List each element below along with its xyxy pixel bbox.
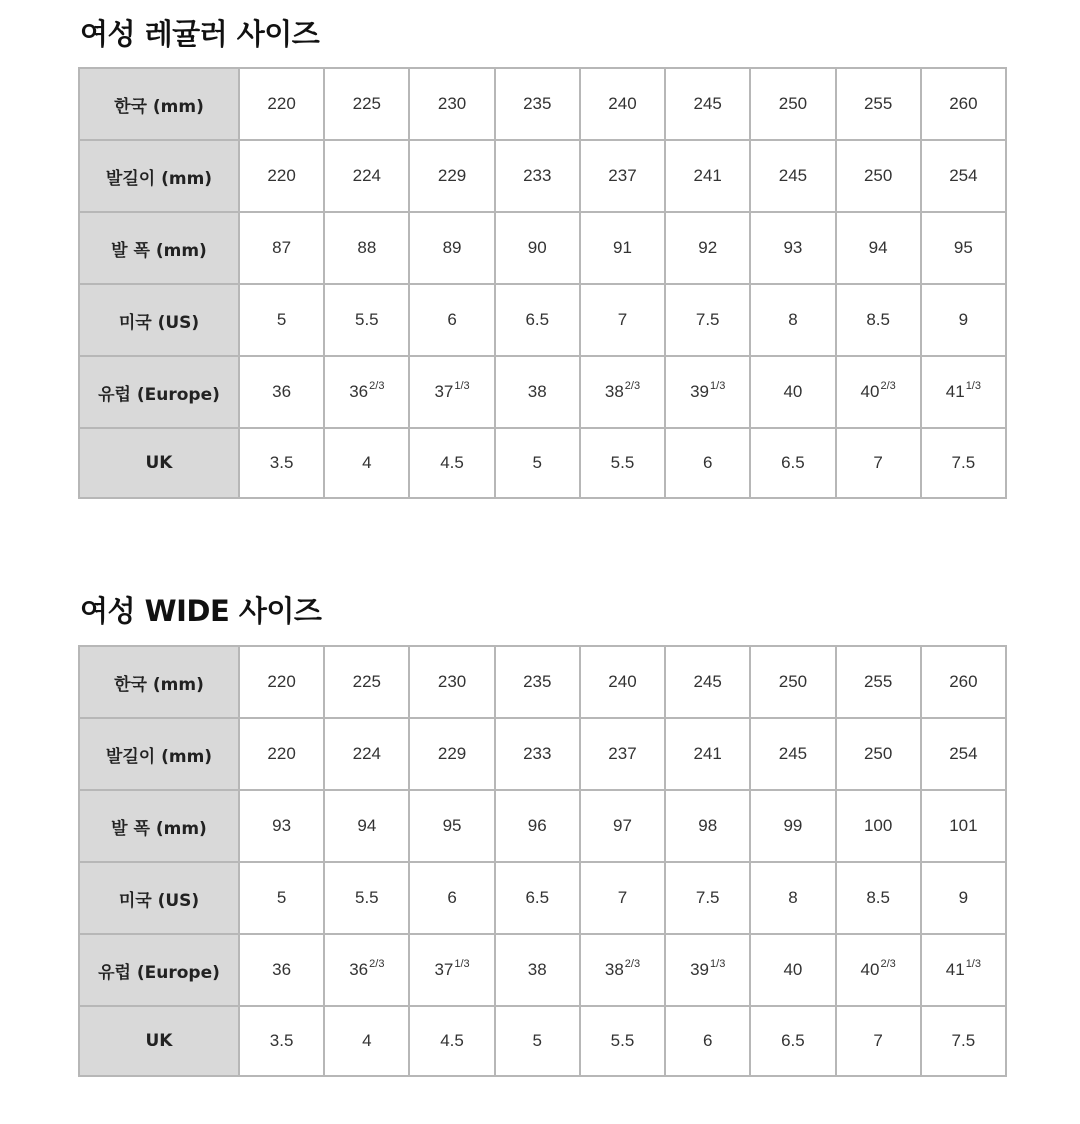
- size-cell: [409, 862, 494, 934]
- size-cell: [409, 646, 494, 718]
- table-row: [79, 284, 1006, 356]
- size-cell: [495, 646, 580, 718]
- size-value: 41: [945, 960, 965, 979]
- table-row: [79, 68, 1006, 140]
- size-value: 225: [352, 94, 382, 113]
- size-value: 240: [608, 672, 637, 691]
- section-title-regular: 여성 레귤러 사이즈: [80, 17, 320, 51]
- size-value: 38: [527, 960, 547, 979]
- table-row: [79, 356, 1006, 428]
- size-table-wide: [78, 645, 1007, 1077]
- size-cell: [324, 790, 409, 862]
- size-cell: [239, 212, 324, 284]
- size-value: 233: [523, 744, 552, 763]
- size-value: 40: [783, 382, 803, 401]
- size-value: 220: [267, 166, 296, 185]
- size-value: 101: [949, 816, 978, 835]
- size-cell: [921, 862, 1006, 934]
- size-value: 40: [860, 960, 880, 979]
- size-cell: [580, 718, 665, 790]
- size-value: 255: [863, 94, 893, 113]
- size-cell: [750, 212, 835, 284]
- size-cell: [836, 1006, 921, 1076]
- size-value: 4.5: [440, 1031, 464, 1050]
- size-value: 7.5: [951, 1031, 976, 1050]
- size-value: 41: [945, 382, 965, 401]
- size-value: 94: [357, 816, 377, 835]
- size-value: 6: [447, 310, 457, 329]
- size-value: 88: [357, 238, 377, 257]
- size-value: 91: [613, 238, 632, 257]
- size-cell: [921, 140, 1006, 212]
- size-cell: [495, 1006, 580, 1076]
- table-row: [79, 862, 1006, 934]
- size-cell: [324, 646, 409, 718]
- size-value: 94: [868, 238, 888, 257]
- size-value: 9: [958, 310, 969, 329]
- size-cell: [580, 790, 665, 862]
- size-cell: [836, 718, 921, 790]
- size-value: 93: [272, 816, 292, 835]
- size-value: 89: [442, 238, 462, 257]
- size-value: 9: [958, 888, 969, 907]
- size-value: 245: [778, 744, 808, 763]
- size-cell: [665, 790, 750, 862]
- size-cell: [665, 934, 750, 1006]
- size-value: 8.5: [866, 888, 890, 907]
- size-fraction: 1/3: [710, 958, 726, 970]
- size-value: 235: [523, 672, 552, 691]
- size-cell: [750, 428, 835, 498]
- size-cell: [409, 1006, 494, 1076]
- size-value: 245: [778, 166, 808, 185]
- size-cell: [921, 790, 1006, 862]
- size-fraction: 2/3: [880, 958, 896, 970]
- size-cell: [580, 646, 665, 718]
- row-label: UK: [79, 1006, 239, 1076]
- size-value: 260: [949, 672, 978, 691]
- size-cell: [750, 1006, 835, 1076]
- size-cell: [750, 646, 835, 718]
- size-value: 7: [617, 310, 628, 329]
- size-value: 6.5: [781, 1031, 805, 1050]
- size-value: 241: [693, 166, 722, 185]
- size-cell: [324, 428, 409, 498]
- size-value: 225: [352, 672, 382, 691]
- size-cell: [750, 284, 835, 356]
- size-fraction: 1/3: [454, 380, 470, 392]
- size-value: 224: [352, 744, 382, 763]
- size-cell: [495, 428, 580, 498]
- size-value: 5.5: [355, 310, 379, 329]
- size-value: 6.5: [525, 310, 550, 329]
- size-cell: [665, 212, 750, 284]
- row-label: UK: [79, 428, 239, 498]
- row-label: 발 폭 (mm): [79, 790, 239, 862]
- size-value: 254: [949, 166, 978, 185]
- table-row: [79, 790, 1006, 862]
- size-fraction: 1/3: [965, 380, 981, 392]
- size-value: 7.5: [695, 888, 720, 907]
- size-cell: [580, 428, 665, 498]
- size-value: 6: [702, 1031, 713, 1050]
- size-value: 39: [690, 960, 710, 979]
- size-cell: [409, 212, 494, 284]
- size-cell: [836, 68, 921, 140]
- row-label: 유럽 (Europe): [79, 356, 239, 428]
- size-cell: [409, 934, 494, 1006]
- size-cell: [665, 284, 750, 356]
- size-value: 255: [863, 672, 893, 691]
- row-label: 발길이 (mm): [79, 718, 239, 790]
- size-value: 36: [272, 382, 292, 401]
- size-cell: [921, 934, 1006, 1006]
- size-cell: [324, 934, 409, 1006]
- size-cell: [495, 212, 580, 284]
- size-cell: [836, 212, 921, 284]
- size-value: 235: [523, 94, 552, 113]
- size-value: 220: [267, 672, 296, 691]
- size-cell: [324, 284, 409, 356]
- size-fraction: 2/3: [624, 958, 641, 970]
- size-value: 92: [698, 238, 718, 257]
- table-row: [79, 646, 1006, 718]
- size-fraction: 2/3: [369, 380, 385, 392]
- size-cell: [836, 862, 921, 934]
- size-cell: [750, 140, 835, 212]
- size-value: 237: [608, 744, 637, 763]
- size-value: 39: [690, 382, 710, 401]
- size-fraction: 2/3: [369, 958, 385, 970]
- size-value: 38: [604, 382, 624, 401]
- size-value: 38: [604, 960, 624, 979]
- size-cell: [665, 356, 750, 428]
- size-cell: [495, 68, 580, 140]
- size-cell: [580, 68, 665, 140]
- size-cell: [921, 212, 1006, 284]
- size-cell: [580, 140, 665, 212]
- size-value: 245: [693, 672, 722, 691]
- size-value: 96: [527, 816, 547, 835]
- size-cell: [665, 718, 750, 790]
- size-cell: [495, 718, 580, 790]
- row-label: 한국 (mm): [79, 646, 239, 718]
- size-value: 37: [434, 382, 454, 401]
- size-cell: [324, 718, 409, 790]
- size-value: 5.5: [610, 1031, 635, 1050]
- table-row: [79, 212, 1006, 284]
- size-cell: [580, 862, 665, 934]
- size-value: 40: [783, 960, 803, 979]
- size-value: 87: [272, 238, 292, 257]
- size-cell: [750, 790, 835, 862]
- size-value: 220: [267, 744, 296, 763]
- size-value: 5.5: [355, 888, 379, 907]
- size-value: 245: [693, 94, 722, 113]
- size-value: 90: [527, 238, 547, 257]
- size-fraction: 2/3: [624, 380, 641, 392]
- size-cell: [921, 1006, 1006, 1076]
- size-value: 229: [437, 166, 467, 185]
- size-cell: [836, 356, 921, 428]
- size-value: 7: [617, 888, 628, 907]
- size-fraction: 1/3: [965, 958, 981, 970]
- size-value: 7: [873, 453, 883, 472]
- size-value: 97: [613, 816, 632, 835]
- size-value: 7.5: [695, 310, 720, 329]
- size-value: 230: [437, 94, 467, 113]
- size-cell: [409, 356, 494, 428]
- size-cell: [580, 284, 665, 356]
- size-value: 95: [953, 238, 973, 257]
- size-value: 220: [267, 94, 296, 113]
- size-cell: [324, 212, 409, 284]
- row-label: 한국 (mm): [79, 68, 239, 140]
- row-label: 미국 (US): [79, 284, 239, 356]
- size-cell: [495, 284, 580, 356]
- size-cell: [921, 356, 1006, 428]
- size-cell: [324, 68, 409, 140]
- size-value: 4: [362, 1031, 372, 1050]
- row-label: 발 폭 (mm): [79, 212, 239, 284]
- size-value: 4.5: [440, 453, 464, 472]
- size-value: 37: [434, 960, 454, 979]
- size-cell: [921, 68, 1006, 140]
- size-cell: [495, 934, 580, 1006]
- size-cell: [921, 718, 1006, 790]
- size-value: 233: [523, 166, 552, 185]
- size-cell: [409, 140, 494, 212]
- size-value: 237: [608, 166, 637, 185]
- size-cell: [750, 718, 835, 790]
- size-cell: [836, 790, 921, 862]
- size-value: 254: [949, 744, 978, 763]
- row-label: 유럽 (Europe): [79, 934, 239, 1006]
- size-value: 98: [698, 816, 718, 835]
- size-value: 6.5: [525, 888, 550, 907]
- size-value: 40: [860, 382, 880, 401]
- size-cell: [239, 646, 324, 718]
- size-value: 7.5: [951, 453, 976, 472]
- size-value: 250: [863, 166, 893, 185]
- size-cell: [495, 790, 580, 862]
- size-value: 6.5: [781, 453, 805, 472]
- size-value: 7: [873, 1031, 883, 1050]
- size-value: 260: [949, 94, 978, 113]
- size-value: 224: [352, 166, 382, 185]
- size-cell: [409, 718, 494, 790]
- size-cell: [665, 140, 750, 212]
- size-fraction: 1/3: [710, 380, 726, 392]
- size-cell: [750, 68, 835, 140]
- size-cell: [409, 790, 494, 862]
- section-title-wide: 여성 WIDE 사이즈: [80, 594, 322, 628]
- table-row: [79, 934, 1006, 1006]
- size-value: 250: [778, 672, 808, 691]
- size-cell: [836, 646, 921, 718]
- size-cell: [409, 428, 494, 498]
- size-cell: [665, 862, 750, 934]
- size-value: 93: [783, 238, 803, 257]
- size-value: 250: [778, 94, 808, 113]
- table-row: [79, 140, 1006, 212]
- size-cell: [239, 862, 324, 934]
- size-cell: [580, 356, 665, 428]
- size-cell: [665, 428, 750, 498]
- size-cell: [239, 934, 324, 1006]
- size-value: 6: [447, 888, 457, 907]
- size-value: 5: [276, 888, 287, 907]
- size-cell: [836, 140, 921, 212]
- size-cell: [836, 934, 921, 1006]
- size-cell: [239, 428, 324, 498]
- size-cell: [665, 646, 750, 718]
- size-value: 5: [276, 310, 287, 329]
- size-cell: [750, 356, 835, 428]
- size-cell: [324, 356, 409, 428]
- table-row: [79, 428, 1006, 498]
- size-value: 250: [863, 744, 893, 763]
- size-fraction: 2/3: [880, 380, 896, 392]
- size-value: 100: [863, 816, 893, 835]
- size-value: 240: [608, 94, 637, 113]
- size-value: 230: [437, 672, 467, 691]
- size-value: 241: [693, 744, 722, 763]
- size-cell: [239, 284, 324, 356]
- size-value: 5: [532, 453, 542, 472]
- size-fraction: 1/3: [454, 958, 470, 970]
- size-cell: [836, 284, 921, 356]
- size-cell: [239, 356, 324, 428]
- size-cell: [665, 68, 750, 140]
- size-cell: [921, 428, 1006, 498]
- size-cell: [495, 140, 580, 212]
- row-label: 발길이 (mm): [79, 140, 239, 212]
- table-row: [79, 718, 1006, 790]
- size-table-regular: [78, 67, 1007, 499]
- size-value: 36: [272, 960, 292, 979]
- size-cell: [239, 790, 324, 862]
- size-value: 8: [788, 310, 798, 329]
- size-cell: [495, 356, 580, 428]
- size-cell: [921, 284, 1006, 356]
- size-value: 5.5: [610, 453, 635, 472]
- size-value: 3.5: [269, 1031, 294, 1050]
- size-value: 36: [349, 382, 369, 401]
- size-value: 8.5: [866, 310, 890, 329]
- size-cell: [665, 1006, 750, 1076]
- size-cell: [409, 68, 494, 140]
- row-label: 미국 (US): [79, 862, 239, 934]
- size-cell: [750, 934, 835, 1006]
- size-value: 4: [362, 453, 372, 472]
- size-value: 5: [532, 1031, 542, 1050]
- size-cell: [239, 140, 324, 212]
- table-row: [79, 1006, 1006, 1076]
- size-cell: [836, 428, 921, 498]
- size-cell: [239, 1006, 324, 1076]
- size-cell: [409, 284, 494, 356]
- size-cell: [750, 862, 835, 934]
- size-cell: [324, 1006, 409, 1076]
- size-value: 36: [349, 960, 369, 979]
- size-value: 95: [442, 816, 462, 835]
- size-cell: [580, 212, 665, 284]
- size-cell: [324, 862, 409, 934]
- size-value: 8: [788, 888, 798, 907]
- size-value: 229: [437, 744, 467, 763]
- size-value: 99: [783, 816, 803, 835]
- size-cell: [324, 140, 409, 212]
- size-cell: [239, 718, 324, 790]
- size-cell: [921, 646, 1006, 718]
- size-cell: [580, 1006, 665, 1076]
- size-cell: [580, 934, 665, 1006]
- size-cell: [495, 862, 580, 934]
- size-value: 38: [527, 382, 547, 401]
- size-cell: [239, 68, 324, 140]
- size-value: 6: [702, 453, 713, 472]
- size-value: 3.5: [269, 453, 294, 472]
